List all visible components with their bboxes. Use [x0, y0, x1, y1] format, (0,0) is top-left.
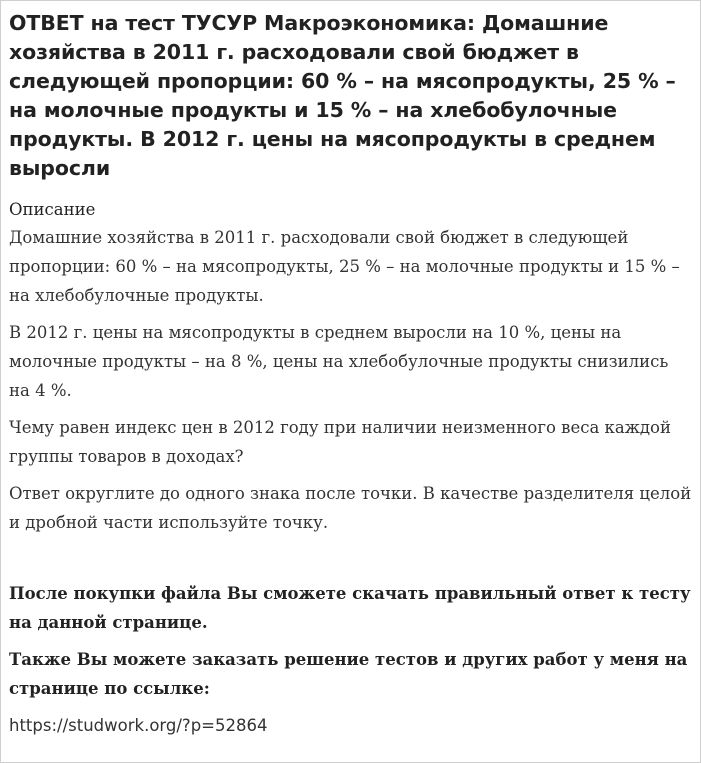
description-paragraph-2: В 2012 г. цены на мясопродукты в среднем выросли на 10 %, цены на молочные продукты – на 8 %, цены на хлебобулочные продукты снизились на 4 %.: [9, 323, 669, 400]
order-note: Также Вы можете заказать решение тестов и других работ у меня на странице по ссылке:: [9, 650, 688, 698]
description-label: Описание: [9, 200, 96, 219]
studwork-link[interactable]: https://studwork.org/?p=52864: [9, 716, 268, 735]
spacer: [9, 545, 692, 579]
description-paragraph-1: Домашние хозяйства в 2011 г. расходовали свой бюджет в следующей пропорции: 60 % – на мясопродукты, 25 % – на молочные продукты и 15 % – на хлебобулочные продукты.: [9, 228, 680, 305]
page-title: ОТВЕТ на тест ТУСУР Макроэкономика: Домашние хозяйства в 2011 г. расходовали свой бюджет в следующей пропорции: 60 % – на мясопродукты, 25 % – на молочные продукты и 15 % – на хлебобулочные продукты. В 2012 г. цены на мясопродукты в среднем выросли: [9, 11, 676, 180]
description-paragraph-4: Ответ округлите до одного знака после точки. В качестве разделителя целой и дробной части используйте точку.: [9, 484, 692, 532]
description-paragraph-3: Чему равен индекс цен в 2012 году при наличии неизменного веса каждой группы товаров в доходах?: [9, 418, 671, 466]
purchase-note: После покупки файла Вы сможете скачать правильный ответ к тесту на данной странице.: [9, 584, 691, 632]
page-content: [1, 1, 700, 740]
